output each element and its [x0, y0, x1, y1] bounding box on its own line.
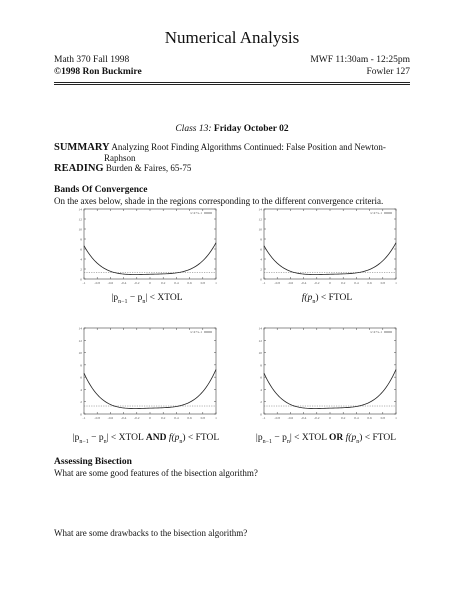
- x-tick-label: 0.6: [187, 281, 192, 285]
- x-tick-label: 0.8: [200, 281, 205, 285]
- y-tick-label: 0: [80, 277, 82, 282]
- summary-text: Analyzing Root Finding Algorithms Continued: False Position and Newton-: [111, 142, 386, 152]
- function-curve: [84, 369, 216, 408]
- x-tick-label: -1: [262, 416, 266, 420]
- plot-2: [256, 207, 398, 287]
- caption-plot-2: [256, 293, 398, 305]
- plot-1: [76, 207, 218, 287]
- x-tick-label: 0.4: [354, 416, 359, 420]
- course-info: [54, 54, 142, 78]
- x-tick-label: -1: [82, 281, 86, 285]
- x-tick-label: 0.8: [200, 416, 205, 420]
- x-tick-label: 0.2: [341, 416, 346, 420]
- bisection-question-drawbacks: What are some drawbacks to the bisection algorithm?: [54, 528, 248, 538]
- plot-frame: [264, 328, 396, 414]
- y-tick-label: 14: [258, 207, 262, 212]
- y-tick-label: 2: [260, 400, 262, 405]
- summary-block: [54, 142, 414, 174]
- caption-4-sub1: n−1: [262, 438, 272, 445]
- page-title: [0, 28, 464, 48]
- x-tick-label: -1: [262, 281, 266, 285]
- caption-4-mid: − p: [271, 433, 287, 443]
- caption-4-right-post: ) < FTOL: [359, 433, 397, 443]
- y-tick-label: 12: [78, 217, 82, 222]
- y-tick-label: 10: [258, 227, 262, 232]
- caption-1-sub2: n: [142, 298, 146, 305]
- class-heading: [0, 124, 464, 134]
- legend-label: x^4+x-1: [190, 330, 202, 334]
- caption-3-mid: − p: [88, 433, 104, 443]
- x-tick-label: 0.8: [380, 416, 385, 420]
- legend-label: x^4+x-1: [370, 211, 382, 215]
- bands-heading: Bands Of Convergence: [54, 185, 148, 195]
- x-tick-label: -0.4: [120, 281, 127, 285]
- bisection-block: [54, 457, 414, 479]
- caption-2-pre: f(p: [301, 293, 313, 303]
- y-tick-label: 12: [78, 338, 82, 343]
- function-curve: [84, 243, 216, 275]
- x-tick-label: 0.2: [161, 281, 166, 285]
- y-tick-label: 14: [78, 207, 82, 212]
- x-tick-label: 0.2: [161, 416, 166, 420]
- page-title-text: Numerical Analysis: [164, 28, 300, 47]
- y-tick-label: 0: [260, 277, 262, 282]
- course-label: Math 370 Fall 1998: [54, 55, 130, 65]
- x-tick-label: -0.8: [274, 416, 280, 420]
- x-tick-label: -0.2: [134, 416, 140, 420]
- x-tick-label: -0.4: [300, 281, 307, 285]
- y-tick-label: 0: [260, 412, 262, 417]
- reading-heading: READING: [54, 163, 104, 174]
- x-tick-label: -0.4: [120, 416, 127, 420]
- y-tick-label: 4: [80, 387, 82, 392]
- caption-2-post: ) < FTOL: [315, 293, 353, 303]
- caption-1-mid: − p: [127, 293, 143, 303]
- header-rule-top: [54, 82, 410, 83]
- y-tick-label: 4: [260, 387, 262, 392]
- x-tick-label: -0.8: [94, 281, 100, 285]
- caption-1-pre: |p: [111, 293, 119, 303]
- summary-text-cont: Raphson: [104, 153, 136, 163]
- caption-4-sub2: n: [286, 438, 290, 445]
- x-tick-label: -0.8: [94, 416, 100, 420]
- x-tick-label: -0.6: [107, 281, 114, 285]
- class-number: Class 13:: [175, 124, 212, 134]
- y-tick-label: 2: [80, 267, 82, 272]
- class-room: Fowler 127: [366, 67, 410, 77]
- x-tick-label: -0.2: [314, 416, 320, 420]
- caption-3-left-post: | < XTOL: [106, 433, 144, 443]
- caption-2-sub: n: [312, 298, 316, 305]
- y-tick-label: 14: [258, 326, 262, 331]
- plot-4: [256, 326, 398, 422]
- x-tick-label: 0: [329, 281, 331, 285]
- y-tick-label: 8: [260, 363, 262, 368]
- caption-plot-1: [76, 293, 218, 305]
- y-tick-label: 2: [260, 267, 262, 272]
- x-tick-label: 0.6: [367, 416, 372, 420]
- x-tick-label: -0.8: [274, 281, 280, 285]
- y-tick-label: 8: [260, 237, 262, 242]
- caption-3-sub1: n−1: [79, 438, 89, 445]
- caption-1-post: | < XTOL: [145, 293, 183, 303]
- function-curve: [264, 369, 396, 408]
- y-tick-label: 8: [80, 363, 82, 368]
- x-tick-label: 0.6: [187, 416, 192, 420]
- x-tick-label: -0.6: [107, 416, 114, 420]
- x-tick-label: 0: [149, 281, 151, 285]
- header-rule-bottom: [54, 84, 410, 85]
- x-tick-label: 0: [329, 416, 331, 420]
- bands-block: [54, 185, 426, 207]
- y-tick-label: 14: [78, 326, 82, 331]
- x-tick-label: 1: [395, 416, 397, 420]
- x-tick-label: 0: [149, 416, 151, 420]
- y-tick-label: 6: [260, 247, 262, 252]
- reading-text: Burden & Faires, 65-75: [105, 163, 192, 173]
- x-tick-label: 0.4: [174, 416, 179, 420]
- y-tick-label: 10: [78, 351, 82, 356]
- x-tick-label: 0.4: [174, 281, 179, 285]
- x-tick-label: 1: [395, 281, 397, 285]
- x-tick-label: -0.6: [287, 416, 294, 420]
- bisection-question-good: What are some good features of the bisection algorithm?: [54, 468, 258, 478]
- x-tick-label: 1: [215, 416, 217, 420]
- caption-3-left: |p: [72, 433, 80, 443]
- function-curve: [264, 243, 396, 275]
- y-tick-label: 6: [80, 247, 82, 252]
- y-tick-label: 12: [258, 338, 262, 343]
- summary-heading: SUMMARY: [54, 142, 110, 153]
- y-tick-label: 0: [80, 412, 82, 417]
- y-tick-label: 10: [258, 351, 262, 356]
- y-tick-label: 6: [260, 375, 262, 380]
- caption-plot-4: [236, 433, 416, 445]
- x-tick-label: 0.2: [341, 281, 346, 285]
- caption-3-right: f(p: [168, 433, 180, 443]
- plot-frame: [84, 328, 216, 414]
- y-tick-label: 12: [258, 217, 262, 222]
- x-tick-label: -0.6: [287, 281, 294, 285]
- caption-4-left: |p: [255, 433, 263, 443]
- caption-3-right-sub: n: [179, 438, 183, 445]
- y-tick-label: 4: [260, 257, 262, 262]
- caption-plot-3: [56, 433, 236, 445]
- x-tick-label: 0.4: [354, 281, 359, 285]
- y-tick-label: 8: [80, 237, 82, 242]
- legend-label: x^4+x-1: [190, 211, 202, 215]
- y-tick-label: 10: [78, 227, 82, 232]
- x-tick-label: -1: [82, 416, 86, 420]
- plot-3: [76, 326, 218, 422]
- bisection-heading: Assessing Bisection: [54, 457, 132, 467]
- x-tick-label: 0.6: [367, 281, 372, 285]
- x-tick-label: 0.8: [380, 281, 385, 285]
- y-tick-label: 2: [80, 400, 82, 405]
- caption-3-operator: AND: [145, 433, 167, 443]
- caption-4-right-sub: n: [356, 438, 360, 445]
- schedule-info: [310, 54, 410, 78]
- copyright-line: ©1998 Ron Buckmire: [54, 67, 142, 77]
- x-tick-label: -0.2: [134, 281, 140, 285]
- x-tick-label: 1: [215, 281, 217, 285]
- bands-text: On the axes below, shade in the regions corresponding to the different convergence criteria.: [54, 196, 384, 206]
- class-time: MWF 11:30am - 12:25pm: [310, 55, 410, 65]
- y-tick-label: 6: [80, 375, 82, 380]
- x-tick-label: -0.2: [314, 281, 320, 285]
- caption-4-right: f(p: [345, 433, 357, 443]
- caption-3-sub2: n: [103, 438, 107, 445]
- y-tick-label: 4: [80, 257, 82, 262]
- caption-1-sub1: n−1: [118, 298, 128, 305]
- caption-4-left-post: | < XTOL: [289, 433, 327, 443]
- legend-label: x^4+x-1: [370, 330, 382, 334]
- x-tick-label: -0.4: [300, 416, 307, 420]
- caption-4-operator: OR: [329, 433, 344, 443]
- class-date: Friday October 02: [213, 124, 289, 134]
- caption-3-right-post: ) < FTOL: [182, 433, 220, 443]
